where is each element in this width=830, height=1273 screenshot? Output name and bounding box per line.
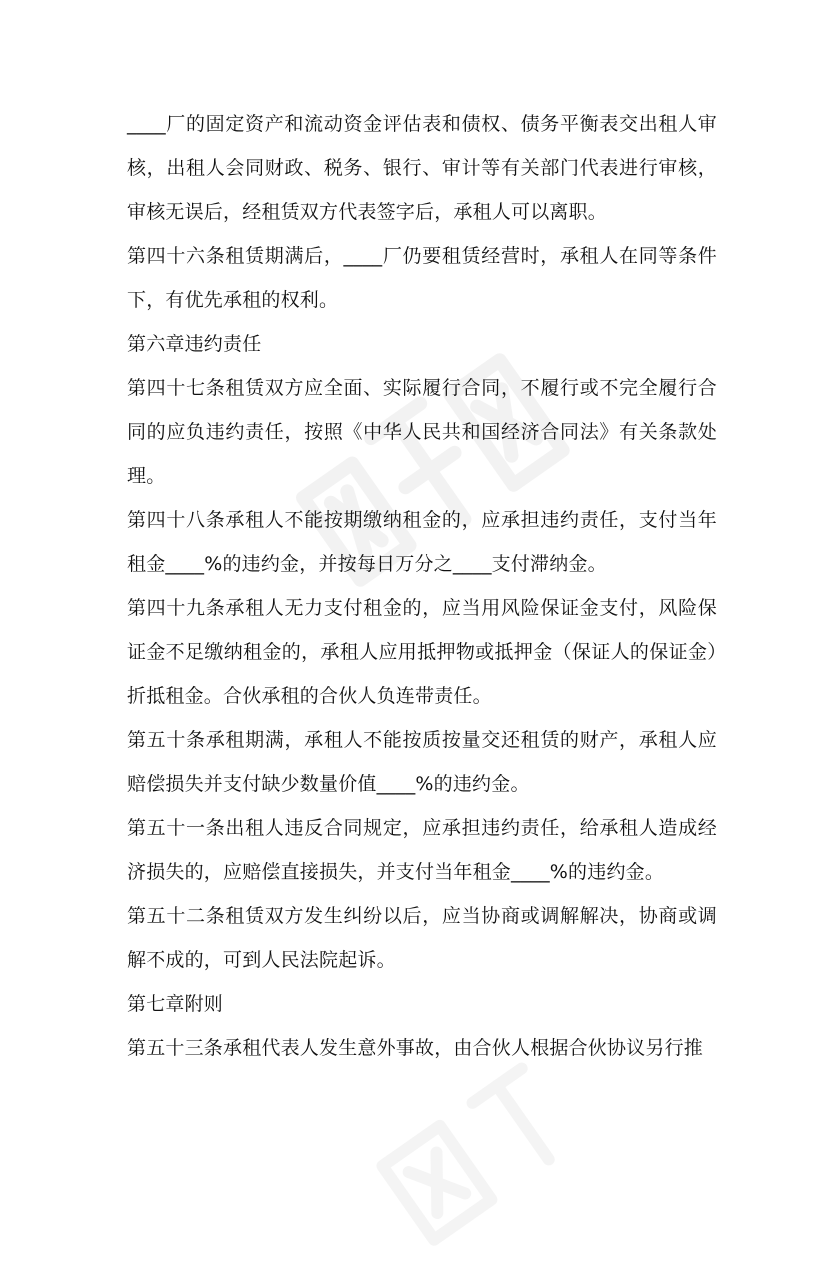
paragraph-7: 第五十一条出租人违反合同规定，应承担违约责任，给承租人造成经济损失的，应赔偿直接损失，并支付当年租金____%的违约金。	[127, 817, 717, 883]
paragraph-8: 第五十二条租赁双方发生纠纷以后，应当协商或调解解决，协商或调解不成的，可到人民法院起诉。	[127, 905, 717, 971]
chapter-heading-7: 第七章附则	[127, 993, 224, 1015]
chapter-heading-6: 第六章违约责任	[127, 333, 262, 355]
paragraph-5: 第四十九条承租人无力支付租金的，应当用风险保证金支付，风险保证金不足缴纳租金的，承租人应用抵押物或抵押金（保证人的保证金）折抵租金。合伙承租的合伙人负连带责任。	[127, 597, 717, 707]
paragraph-3: 第四十七条租赁双方应全面、实际履行合同，不履行或不完全履行合同的应负违约责任，按照《中华人民共和国经济合同法》有关条款处理。	[127, 377, 717, 487]
paragraph-2: 第四十六条租赁期满后，____厂仍要租赁经营时，承租人在同等条件下，有优先承租的权利。	[127, 245, 717, 311]
paragraph-6: 第五十条承租期满，承租人不能按质按量交还租赁的财产，承租人应赔偿损失并支付缺少数量价值____%的违约金。	[127, 729, 717, 795]
paragraph-4: 第四十八条承租人不能按期缴纳租金的，应承担违约责任，支付当年租金____%的违约金，并按每日万分之____支付滞纳金。	[127, 509, 717, 575]
paragraph-9: 第五十三条承租代表人发生意外事故，由合伙人根据合伙协议另行推	[127, 1037, 704, 1059]
document-body	[127, 102, 717, 1070]
paragraph-1: ____厂的固定资产和流动资金评估表和债权、债务平衡表交出租人审核，出租人会同财政、税务、银行、审计等有关部门代表进行审核，审核无误后，经租赁双方代表签字后，承租人可以离职。	[127, 113, 717, 223]
